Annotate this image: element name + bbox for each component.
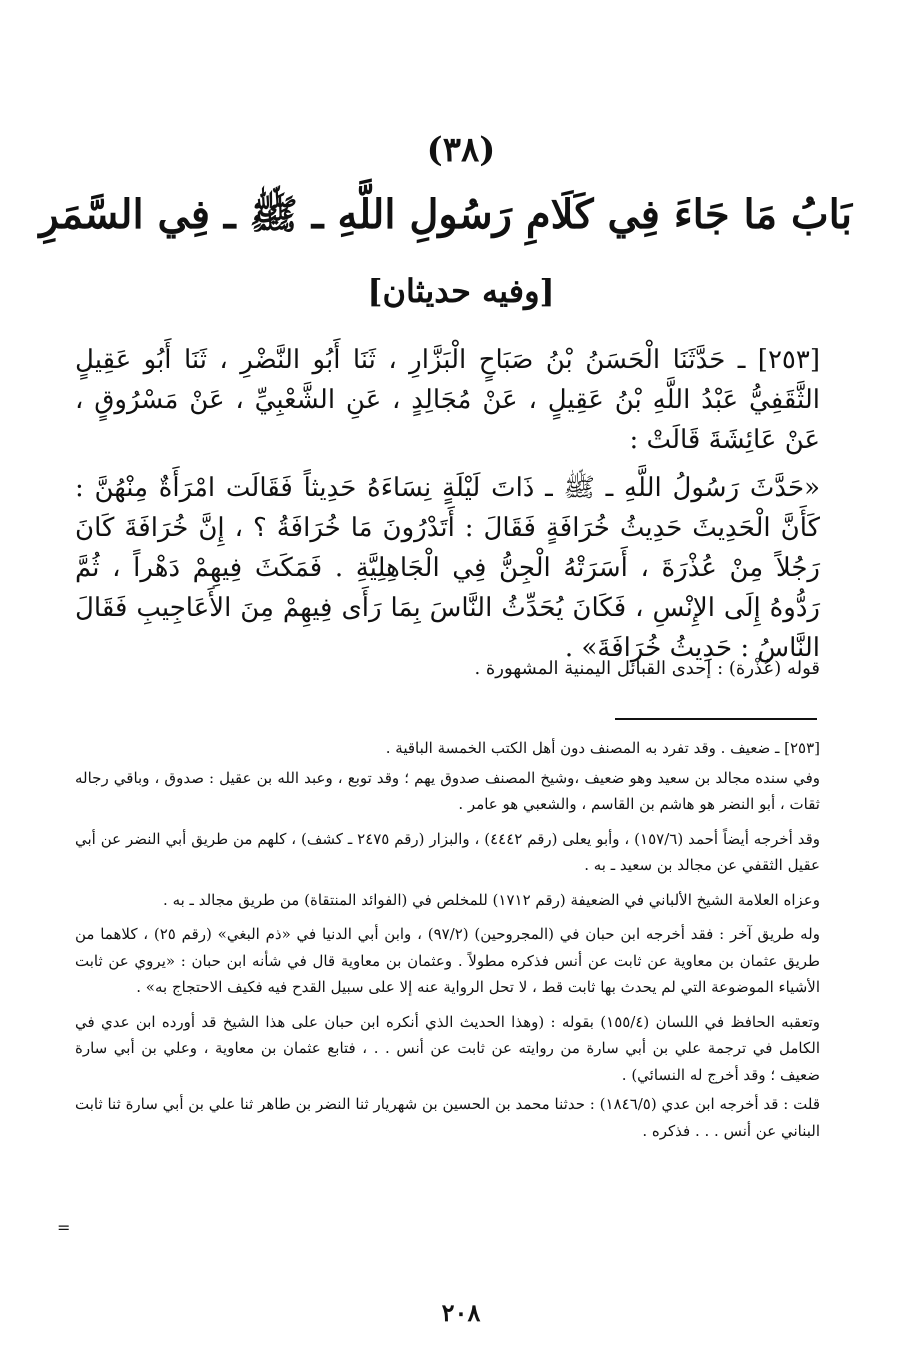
chapter-subtitle: [وفيه حديثان] [367, 272, 555, 310]
hadith-isnad: [٢٥٣] ـ حَدَّثَنَا الْحَسَنُ بْنُ صَبَاحٍ الْبَزَّارِ ، ثَنَا أَبُو النَّضْرِ ، ثَنَا أَبُو عَقِيلٍ الثَّقَفِيُّ عَبْدُ اللَّهِ بْنُ عَقِيلٍ ، عَنْ مُجَالِدٍ ، عَنِ الشَّعْبِيِّ ، عَنْ مَسْرُوقٍ ، عَنْ عَائِشَةَ قَالَتْ : [75, 345, 820, 455]
chapter-number: (٣٨) [426, 130, 496, 170]
word-gloss-note: قوله (عُذْرة) : إحدى القبائل اليمنية المشهورة . [474, 658, 820, 679]
footnote-paragraph: وتعقبه الحافظ في اللسان (١٥٥/٤) بقوله : (وهذا الحديث الذي أنكره ابن حبان على هذا الشيخ قد أورده ابن عدي في الكامل في ترجمة علي بن أبي سارة من روايته عن ثابت عن أنس . . ، فتابع عثمان بن معاوية ، وعلي بن أبي سارة ضعيف ؛ وقد أخرج له النسائي) . [75, 1012, 820, 1084]
footnotes [75, 735, 820, 1152]
hadith-text [75, 340, 820, 668]
chapter-title: بَابُ مَا جَاءَ فِي كَلَامِ رَسُولِ اللَّهِ ـ ﷺ ـ فِي السَّمَرِ [39, 191, 852, 238]
page-number: ٢٠٨ [441, 1298, 481, 1327]
footnote-separator [615, 718, 817, 720]
footnote-paragraph: وعزاه العلامة الشيخ الألباني في الضعيفة (رقم ١٧١٢) للمخلص في (الفوائد المنتقاة) من طريق مجالد ـ به . [163, 890, 820, 909]
footnote-paragraph: وفي سنده مجالد بن سعيد وهو ضعيف ،وشيخ المصنف صدوق يهم ؛ وقد توبع ، وعبد الله بن عقيل : صدوق ، وباقي رجاله ثقات ، أبو النضر هو هاشم بن القاسم ، والشعبي هو عامر . [75, 768, 820, 813]
continuation-mark: = [57, 1218, 71, 1237]
footnote-paragraph: قلت : قد أخرجه ابن عدي (١٨٤٦/٥) : حدثنا محمد بن الحسين بن شهريار ثنا النضر بن طاهر ثنا علي بن أبي سارة ثنا ثابت البناني عن أنس . . . فذكره . [75, 1095, 820, 1140]
footnote-paragraph: وله طريق آخر : فقد أخرجه ابن حبان في (المجروحين) (٩٧/٢) ، وابن أبي الدنيا في «ذم البغي» (رقم ٢٥) ، كلاهما من طريق عثمان بن معاوية عن ثابت عن أنس فذكره مطولاً . وعثمان بن معاوية قال في شأنه ابن حبان : «يروي عن ثابت الأشياء الموضوعة التي لم يحدث بها ثابت قط ، لا تحل الرواية عنه إلا على سبيل القدح فيه فكيف الاحتجاج به» . [75, 925, 820, 996]
footnote-paragraph: وقد أخرجه أيضاً أحمد (١٥٧/٦) ، وأبو يعلى (رقم ٤٤٤٢) ، والبزار (رقم ٢٤٧٥ ـ كشف) ، كلهم من طريق أبي النضر عن أبي عقيل الثقفي عن مجالد بن سعيد ـ به . [75, 829, 820, 874]
footnote-grading: [٢٥٣] ـ ضعيف . وقد تفرد به المصنف دون أهل الكتب الخمسة الباقية . [385, 739, 820, 757]
hadith-matn: «حَدَّثَ رَسُولُ اللَّهِ ـ ﷺ ـ ذَاتَ لَيْلَةٍ نِسَاءَهُ حَدِيثاً فَقَالَت امْرَأَةٌ مِنْهُنَّ : كَأَنَّ الْحَدِيثَ حَدِيثُ خُرَافَةٍ فَقَالَ : أَتَدْرُونَ مَا خُرَافَةُ ؟ ، إِنَّ خُرَافَةَ كَانَ رَجُلاً مِنْ عُذْرَةَ ، أَسَرَتْهُ الْجِنُّ فِي الْجَاهِلِيَّةِ . فَمَكَثَ فِيهِمْ دَهْراً ، ثُمَّ رَدُّوهُ إِلَى الإِنْسِ ، فَكَانَ يُحَدِّثُ النَّاسَ بِمَا رَأَى فِيهِمْ مِنَ الأَعَاجِيبِ فَقَالَ النَّاسُ : حَدِيثُ خُرَافَةَ» . [75, 473, 820, 663]
